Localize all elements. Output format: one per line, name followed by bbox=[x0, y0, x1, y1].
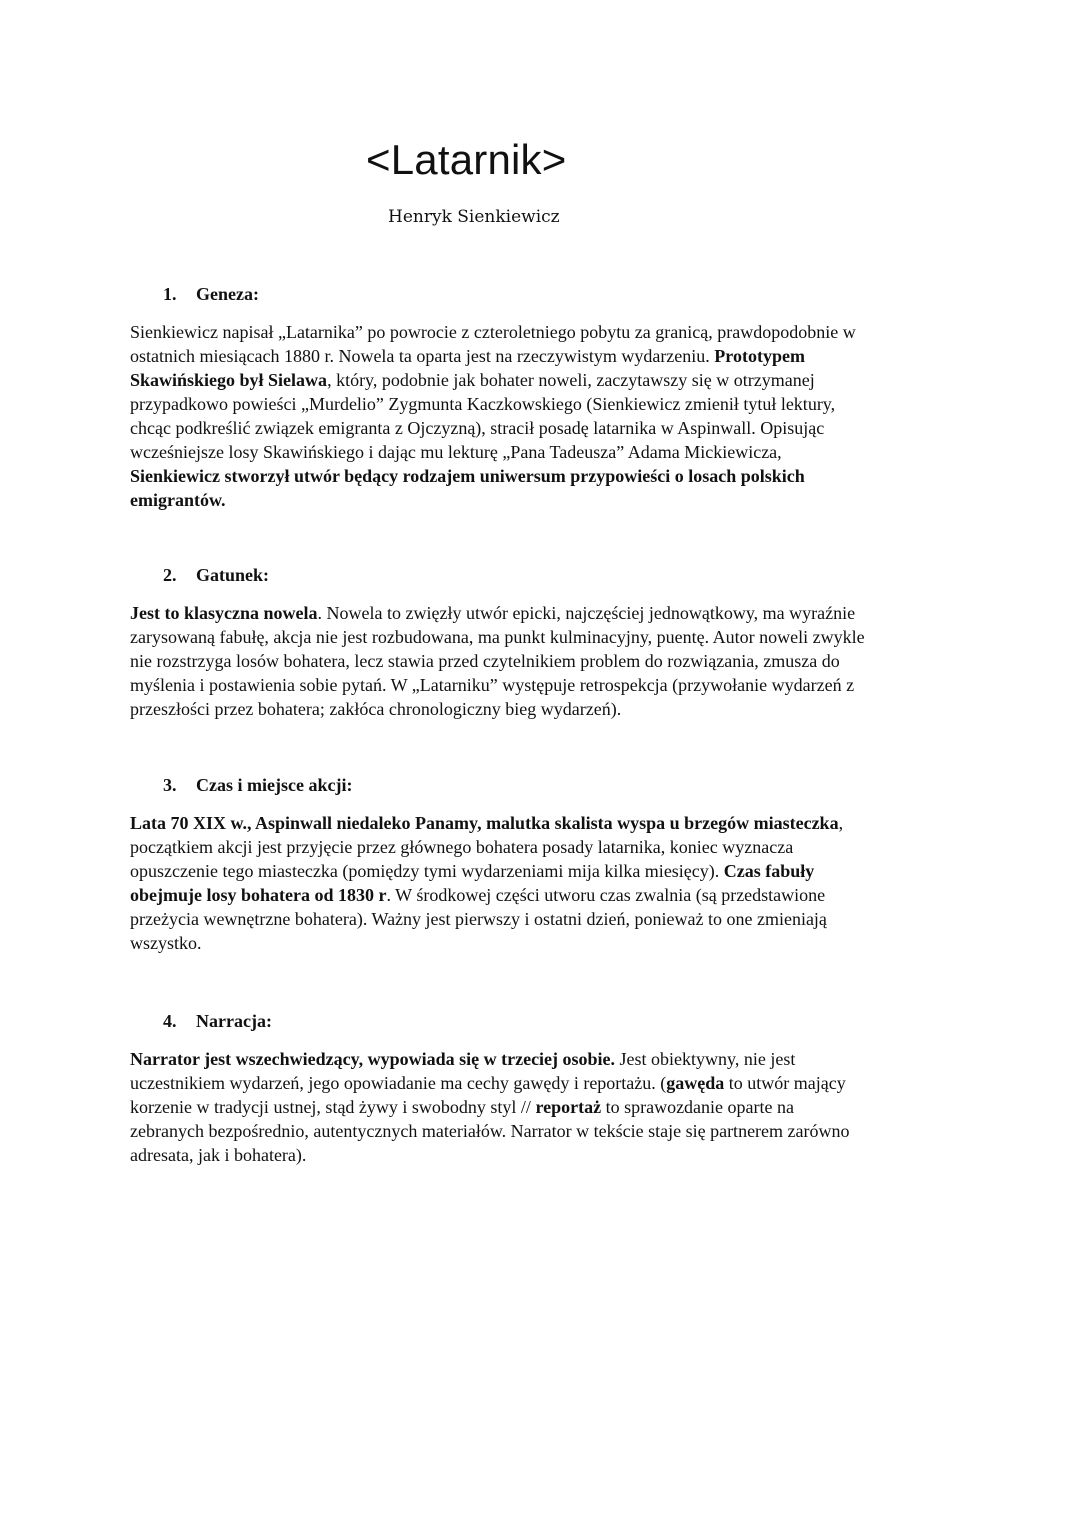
paragraph-line bbox=[130, 811, 955, 835]
paragraph-line bbox=[130, 697, 955, 721]
section-heading-gatunek bbox=[163, 563, 269, 587]
paragraph-line bbox=[130, 440, 955, 464]
text-run: myślenia i postawienia sobie pytań. W „Latarniku” występuje retrospekcja (przywołanie wydarzeń z bbox=[130, 675, 855, 695]
bold-text-run: Jest to klasyczna nowela bbox=[130, 603, 318, 623]
section-body-gatunek bbox=[130, 601, 955, 721]
text-run: . W środkowej części utworu czas zwalnia (są przedstawione bbox=[386, 885, 826, 905]
text-run: chcąc podkreślić związek emigranta z Ojczyzną), stracił posadę latarnika w Aspinwall. Opisując bbox=[130, 418, 825, 438]
section-heading-narracja bbox=[163, 1009, 272, 1033]
bold-text-run: Prototypem bbox=[714, 346, 805, 366]
section-body-narracja bbox=[130, 1047, 955, 1167]
text-run: ostatnich miesiącach 1880 r. Nowela ta oparta jest na rzeczywistym wydarzeniu. bbox=[130, 346, 715, 366]
text-run: przeszłości przez bohatera; zakłóca chronologiczny bieg wydarzeń). bbox=[130, 699, 622, 719]
bold-text-run: reportaż bbox=[535, 1097, 602, 1117]
paragraph-line bbox=[130, 883, 955, 907]
section-heading-geneza bbox=[163, 282, 259, 306]
section-number: 3. bbox=[163, 775, 177, 795]
paragraph-line bbox=[130, 907, 955, 931]
paragraph-line bbox=[130, 368, 955, 392]
paragraph-line bbox=[130, 859, 955, 883]
text-run: nie rozstrzyga losów bohatera, lecz stawia przed czytelnikiem problem do rozwiązania, zmusza do bbox=[130, 651, 840, 671]
section-title: Gatunek: bbox=[196, 565, 270, 585]
section-number: 4. bbox=[163, 1011, 177, 1031]
document-author: Henryk Sienkiewicz bbox=[388, 207, 560, 227]
paragraph-line bbox=[130, 649, 955, 673]
text-run: zarysowaną fabułę, akcja nie jest rozbudowana, ma punkt kulminacyjny, puentę. Autor noweli zwykle bbox=[130, 627, 865, 647]
paragraph-line bbox=[130, 1119, 955, 1143]
paragraph-line bbox=[130, 601, 955, 625]
text-run: Sienkiewicz napisał „Latarnika” po powrocie z czteroletniego pobytu za granicą, prawdopodobnie w bbox=[130, 322, 856, 342]
text-run: , bbox=[838, 813, 844, 833]
paragraph-line bbox=[130, 344, 955, 368]
bold-text-run: Czas fabuły bbox=[723, 861, 815, 881]
bold-text-run: Narrator jest wszechwiedzący, wypowiada się w trzeciej osobie. bbox=[130, 1049, 616, 1069]
text-run: , który, podobnie jak bohater noweli, zaczytawszy się w otrzymanej bbox=[327, 370, 815, 390]
text-run: korzenie w tradycji ustnej, stąd żywy i swobodny styl // bbox=[130, 1097, 536, 1117]
text-run: przeżycia wewnętrzne bohatera). Ważny jest pierwszy i ostatni dzień, ponieważ to one zmieniają bbox=[130, 909, 827, 929]
paragraph-line bbox=[130, 320, 955, 344]
text-run: Jest obiektywny, nie jest bbox=[615, 1049, 796, 1069]
section-body-geneza bbox=[130, 320, 955, 512]
document-title: <Latarnik> bbox=[366, 136, 567, 183]
bold-text-run: Lata 70 XIX w., Aspinwall niedaleko Panamy, malutka skalista wyspa u brzegów miasteczka bbox=[130, 813, 839, 833]
paragraph-line bbox=[130, 488, 955, 512]
section-title: Czas i miejsce akcji: bbox=[196, 775, 353, 795]
section-title: Geneza: bbox=[196, 284, 259, 304]
text-run: przypadkowo powieści „Murdelio” Zygmunta Kaczkowskiego (Sienkiewicz zmienił tytuł lektury, bbox=[130, 394, 836, 414]
paragraph-line bbox=[130, 673, 955, 697]
paragraph-line bbox=[130, 1047, 955, 1071]
text-run: uczestnikiem wydarzeń, jego opowiadanie ma cechy gawędy i reportażu. ( bbox=[130, 1073, 667, 1093]
section-number: 2. bbox=[163, 565, 177, 585]
paragraph-line bbox=[130, 835, 955, 859]
bold-text-run: Sienkiewicz stworzył utwór będący rodzajem uniwersum przypowieści o losach polskich bbox=[130, 466, 805, 486]
paragraph-line bbox=[130, 1071, 955, 1095]
text-run: początkiem akcji jest przyjęcie przez głównego bohatera posady latarnika, koniec wyznacza bbox=[130, 837, 794, 857]
bold-text-run: obejmuje losy bohatera od 1830 r bbox=[130, 885, 387, 905]
bold-text-run: gawęda bbox=[666, 1073, 725, 1093]
section-body-czas-i-miejsce-akcji bbox=[130, 811, 955, 955]
bold-text-run: emigrantów. bbox=[130, 490, 226, 510]
paragraph-line bbox=[130, 416, 955, 440]
paragraph-line bbox=[130, 625, 955, 649]
section-title: Narracja: bbox=[196, 1011, 272, 1031]
text-run: adresata, jak i bohatera). bbox=[130, 1145, 307, 1165]
paragraph-line bbox=[130, 392, 955, 416]
paragraph-line bbox=[130, 464, 955, 488]
paragraph-line bbox=[130, 1095, 955, 1119]
section-heading-czas-i-miejsce-akcji bbox=[163, 773, 352, 797]
paragraph-line bbox=[130, 1143, 955, 1167]
text-run: . Nowela to zwięzły utwór epicki, najczęściej jednowątkowy, ma wyraźnie bbox=[317, 603, 856, 623]
text-run: to sprawozdanie oparte na bbox=[601, 1097, 794, 1117]
text-run: wszystko. bbox=[130, 933, 202, 953]
bold-text-run: Skawińskiego był Sielawa bbox=[130, 370, 328, 390]
section-number: 1. bbox=[163, 284, 177, 304]
paragraph-line bbox=[130, 931, 955, 955]
text-run: wcześniejsze losy Skawińskiego i dając mu lekturę „Pana Tadeusza” Adama Mickiewicza, bbox=[130, 442, 782, 462]
text-run: to utwór mający bbox=[724, 1073, 846, 1093]
text-run: zebranych bezpośrednio, autentycznych materiałów. Narrator w tekście staje się partnerem zarówno bbox=[130, 1121, 850, 1141]
text-run: opuszczenie tego miasteczka (pomiędzy tymi wydarzeniami mija kilka miesięcy). bbox=[130, 861, 724, 881]
